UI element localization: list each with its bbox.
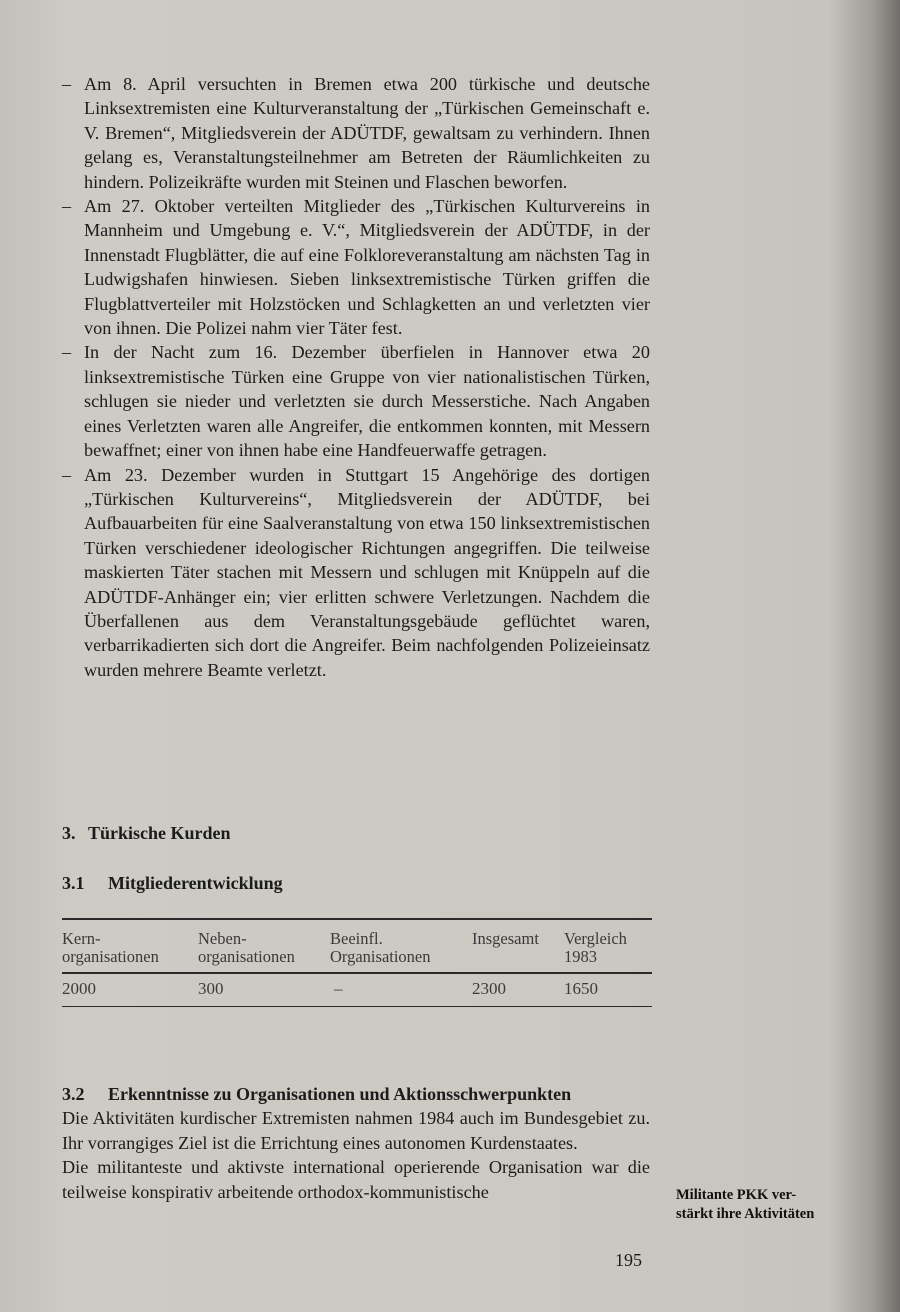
membership-table bbox=[62, 918, 652, 1007]
section-title: Erkenntnisse zu Organisationen und Aktionsschwerpunkten bbox=[108, 1084, 572, 1104]
section-heading-3-2 bbox=[62, 1082, 650, 1106]
table-cell: – bbox=[330, 973, 472, 1007]
section-3-2 bbox=[62, 1082, 650, 1204]
section-heading-3 bbox=[62, 822, 231, 844]
page-number: 195 bbox=[615, 1250, 642, 1270]
table-cell: 1650 bbox=[564, 973, 652, 1007]
table-cell: 2000 bbox=[62, 973, 198, 1007]
table-header-cell: Neben- organisationen bbox=[198, 919, 330, 973]
list-item-text: Am 8. April versuchten in Bremen etwa 200 türkische und deutsche Linksextremisten eine Kulturveranstaltung der „Türkischen Gemeinschaft e. V. Bremen“, Mitgliedsverein der ADÜTDF, gewaltsam zu verhindern. Ihnen gelang es, Veranstaltungsteilnehmer am Betreten der Räumlichkeiten zu hindern. Polizeikräfte wurden mit Steinen und Flaschen beworfen. bbox=[84, 74, 650, 192]
table-cell: 2300 bbox=[472, 973, 564, 1007]
table-header-cell: Vergleich 1983 bbox=[564, 919, 652, 973]
section-title: Türkische Kurden bbox=[88, 823, 231, 843]
list-item-text: In der Nacht zum 16. Dezember überfielen in Hannover etwa 20 linksextremistische Türken eine Gruppe von vier nationalistischen Türken, schlugen sie nieder und verletzten sie durch Messerstiche. Nach Angaben eines Verletzten waren alle Angreifer, die entkommen konnten, mit Messern bewaffnet; einer von ihnen habe eine Handfeuerwaffe getragen. bbox=[84, 342, 650, 461]
table-row bbox=[62, 973, 652, 1007]
incident-list bbox=[62, 72, 650, 682]
list-item: – In der Nacht zum 16. Dezember überfielen in Hannover etwa 20 linksextremistische Türken eine Gruppe von vier nationalistischen Türken, schlugen sie nieder und verletzten sie durch Messerstiche. Nach Angaben eines Verletzten waren alle Angreifer, die entkommen konnten, mit Messern bewaffnet; einer von ihnen habe eine Handfeuerwaffe getragen. bbox=[62, 342, 650, 461]
list-item: – Am 27. Oktober verteilten Mitglieder des „Türkischen Kulturvereins in Mannheim und Umgebung e. V.“, Mitgliedsverein der ADÜTDF, in der Innenstadt Flugblätter, die auf eine Folkloreveranstaltung am nächsten Tag in Ludwigshafen hinwiesen. Sieben linksextremistische Türken griffen die Flugblattverteiler mit Holzstöcken und Schlagketten an und verletzten vier von ihnen. Die Polizei nahm vier Täter fest. bbox=[62, 196, 650, 339]
margin-note: Militante PKK ver- stärkt ihre Aktivitäten bbox=[676, 1187, 815, 1222]
list-item: – Am 23. Dezember wurden in Stuttgart 15 Angehörige des dortigen „Türkischen Kulturvereins“, Mitgliedsverein der ADÜTDF, bei Aufbauarbeiten für eine Saalveranstaltung von etwa 150 linksextremistischen Türken verschiedener ideologischer Richtungen angegriffen. Die teilweise maskierten Täter stachen mit Messern und schlugen mit Knüppeln auf die ADÜTDF-Anhänger ein; vier erlitten schwere Verletzungen. Nachdem die Überfallenen aus dem Veranstaltungsgebäude geflüchtet waren, verbarrikadierten sich dort die Angreifer. Beim nachfolgenden Polizeieinsatz wurden mehrere Beamte verletzt. bbox=[62, 464, 650, 680]
paragraph: Die Aktivitäten kurdischer Extremisten nahmen 1984 auch im Bundesgebiet zu. Ihr vorrangiges Ziel ist die Errichtung eines autonomen Kurdenstaates. bbox=[62, 1108, 650, 1153]
table-header-cell: Insgesamt bbox=[472, 919, 564, 973]
table-header-row bbox=[62, 919, 652, 973]
section-title: Mitgliederentwicklung bbox=[108, 873, 283, 893]
table-cell: 300 bbox=[198, 973, 330, 1007]
section-heading-3-1 bbox=[62, 872, 283, 894]
section-number: 3.1 bbox=[62, 873, 85, 893]
section-number: 3. bbox=[62, 823, 76, 843]
list-item-text: Am 27. Oktober verteilten Mitglieder des „Türkischen Kulturvereins in Mannheim und Umgebung e. V.“, Mitgliedsverein der ADÜTDF, in der Innenstadt Flugblätter, die auf eine Folkloreveranstaltung am nächsten Tag in Ludwigshafen hinwiesen. Sieben linksextremistische Türken griffen die Flugblattverteiler mit Holzstöcken und Schlagketten an und verletzten vier von ihnen. Die Polizei nahm vier Täter fest. bbox=[84, 196, 650, 339]
section-number: 3.2 bbox=[62, 1084, 85, 1104]
table-header-cell: Kern- organisationen bbox=[62, 919, 198, 973]
list-item: – Am 8. April versuchten in Bremen etwa 200 türkische und deutsche Linksextremisten eine Kulturveranstaltung der „Türkischen Gemeinschaft e. V. Bremen“, Mitgliedsverein der ADÜTDF, gewaltsam zu verhindern. Ihnen gelang es, Veranstaltungsteilnehmer am Betreten der Räumlichkeiten zu hindern. Polizeikräfte wurden mit Steinen und Flaschen beworfen. bbox=[62, 74, 650, 192]
paragraph: Die militanteste und aktivste international operierende Organisation war die teilweise konspirativ arbeitende orthodox-kommunistische bbox=[62, 1157, 650, 1202]
table-header-cell: Beeinfl. Organisationen bbox=[330, 919, 472, 973]
list-item-text: Am 23. Dezember wurden in Stuttgart 15 Angehörige des dortigen „Türkischen Kulturvereins“, Mitgliedsverein der ADÜTDF, bei Aufbauarbeiten für eine Saalveranstaltung von etwa 150 linksextremistischen Türken verschiedener ideologischer Richtungen angegriffen. Die teilweise maskierten Täter stachen mit Messern und schlugen mit Knüppeln auf die ADÜTDF-Anhänger ein; vier erlitten schwere Verletzungen. Nachdem die Überfallenen aus dem Veranstaltungsgebäude geflüchtet waren, verbarrikadierten sich dort die Angreifer. Beim nachfolgenden Polizeieinsatz wurden mehrere Beamte verletzt. bbox=[84, 464, 650, 680]
